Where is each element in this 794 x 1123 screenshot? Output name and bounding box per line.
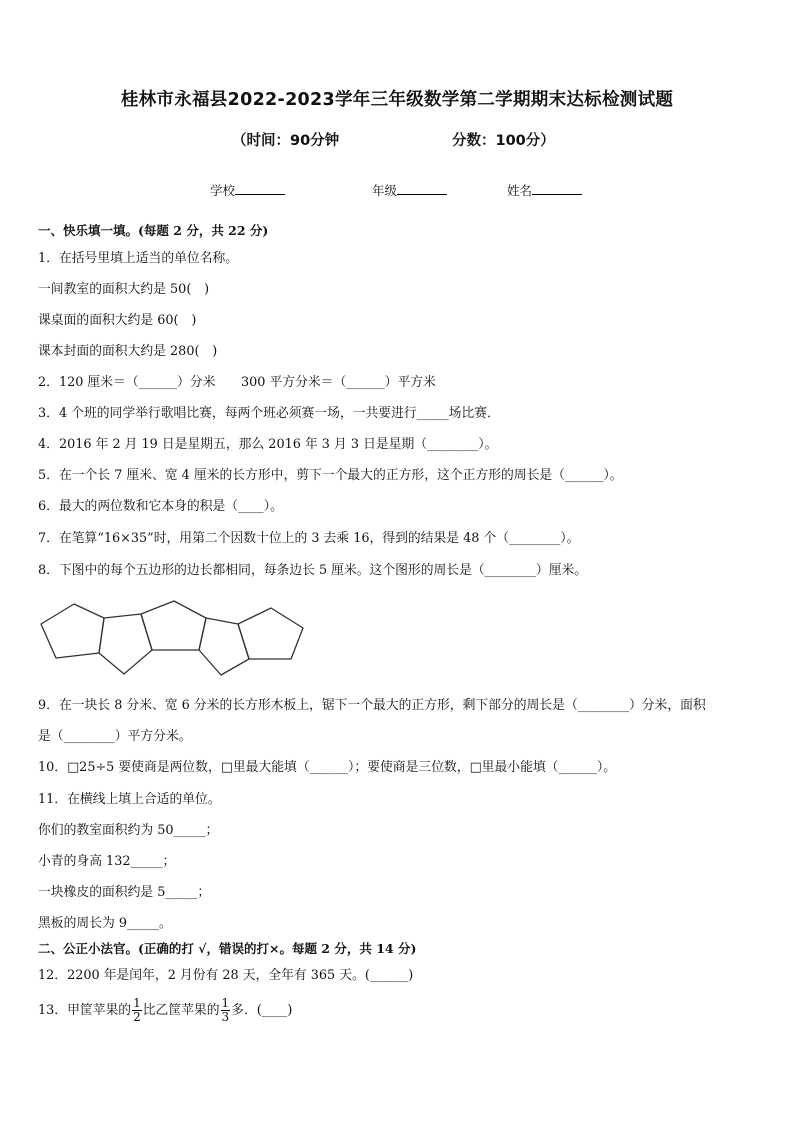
pentagon-3 [141, 601, 206, 650]
question-13-suffix: 多．(____) [231, 1003, 293, 1018]
section-2-heading: 二、公正小法官。(正确的打 √，错误的打×。每题 2 分，共 14 分) [38, 941, 417, 956]
fraction-one-half [132, 997, 142, 1024]
question-4: 4．2016 年 2 月 19 日是星期五，那么 2016 年 3 月 3 日是星期（________）。 [38, 437, 498, 452]
name-field [507, 181, 582, 199]
question-11a: 你们的教室面积约为 50_____； [38, 823, 219, 838]
question-2: 2．120 厘米＝（______）分米 300 平方分米＝（______）平方米 [38, 375, 436, 390]
exam-time: （时间：90分钟 [232, 133, 340, 149]
question-13-middle: 比乙筐苹果的 [142, 1003, 220, 1018]
question-12: 12．2200 年是闰年，2 月份有 28 天，全年有 365 天。(______) [38, 968, 414, 983]
grade-field [372, 181, 447, 199]
name-blank [532, 182, 582, 195]
question-1c: 课本封面的面积大约是 280( ) [38, 344, 218, 359]
question-8: 8．下图中的每个五边形的边长都相同，每条边长 5 厘米。这个图形的周长是（________）厘米。 [38, 563, 588, 578]
question-11c: 一块橡皮的面积约是 5_____； [38, 885, 211, 900]
pentagon-5 [238, 608, 303, 659]
fraction-1-denominator: 2 [133, 1010, 141, 1024]
question-9-continued: 是（________）平方分米。 [38, 729, 192, 744]
question-13-prefix: 13．甲筐苹果的 [38, 1003, 132, 1018]
school-field [210, 181, 285, 199]
school-blank [235, 182, 285, 195]
pentagon-chain-figure [36, 596, 306, 680]
question-9: 9．在一块长 8 分米、宽 6 分米的长方形木板上，锯下一个最大的正方形，剩下部分的周长是（________）分米，面积 [38, 698, 706, 713]
question-1: 1．在括号里填上适当的单位名称。 [38, 251, 239, 266]
name-label: 姓名 [507, 183, 533, 198]
fraction-2-numerator: 1 [221, 996, 230, 1010]
page-title: 桂林市永福县2022-2023学年三年级数学第二学期期末达标检测试题 [120, 90, 674, 110]
question-13 [38, 994, 292, 1028]
grade-label: 年级 [372, 183, 398, 198]
question-6: 6．最大的两位数和它本身的积是（____）。 [38, 499, 283, 514]
pentagon-1 [41, 604, 104, 658]
question-11b: 小青的身高 132_____； [38, 854, 176, 869]
fraction-one-third [221, 997, 231, 1024]
question-1a: 一间教室的面积大约是 50( ) [38, 282, 210, 297]
school-label: 学校 [210, 183, 236, 198]
fraction-1-numerator: 1 [133, 996, 141, 1010]
question-10: 10．□25÷5 要使商是两位数，□里最大能填（______）；要使商是三位数，□里最小能填（______）。 [38, 760, 617, 775]
fraction-2-denominator: 3 [221, 1010, 230, 1024]
question-5: 5．在一个长 7 厘米、宽 4 厘米的长方形中，剪下一个最大的正方形，这个正方形的周长是（______）。 [38, 468, 623, 483]
section-1-heading: 一、快乐填一填。(每题 2 分，共 22 分) [38, 223, 269, 238]
question-1b: 课桌面的面积大约是 60( ) [38, 313, 197, 328]
pentagon-4 [199, 618, 249, 675]
grade-blank [397, 182, 447, 195]
question-7: 7．在笔算“16×35”时，用第二个因数十位上的 3 去乘 16，得到的结果是 48 个（________）。 [38, 531, 580, 546]
question-11d: 黑板的周长为 9_____。 [38, 916, 172, 931]
question-3: 3．4 个班的同学举行歌唱比赛，每两个班必须赛一场，一共要进行_____场比赛． [38, 406, 500, 421]
exam-score: 分数：100分） [452, 133, 555, 149]
question-11: 11．在横线上填上合适的单位。 [38, 792, 221, 807]
